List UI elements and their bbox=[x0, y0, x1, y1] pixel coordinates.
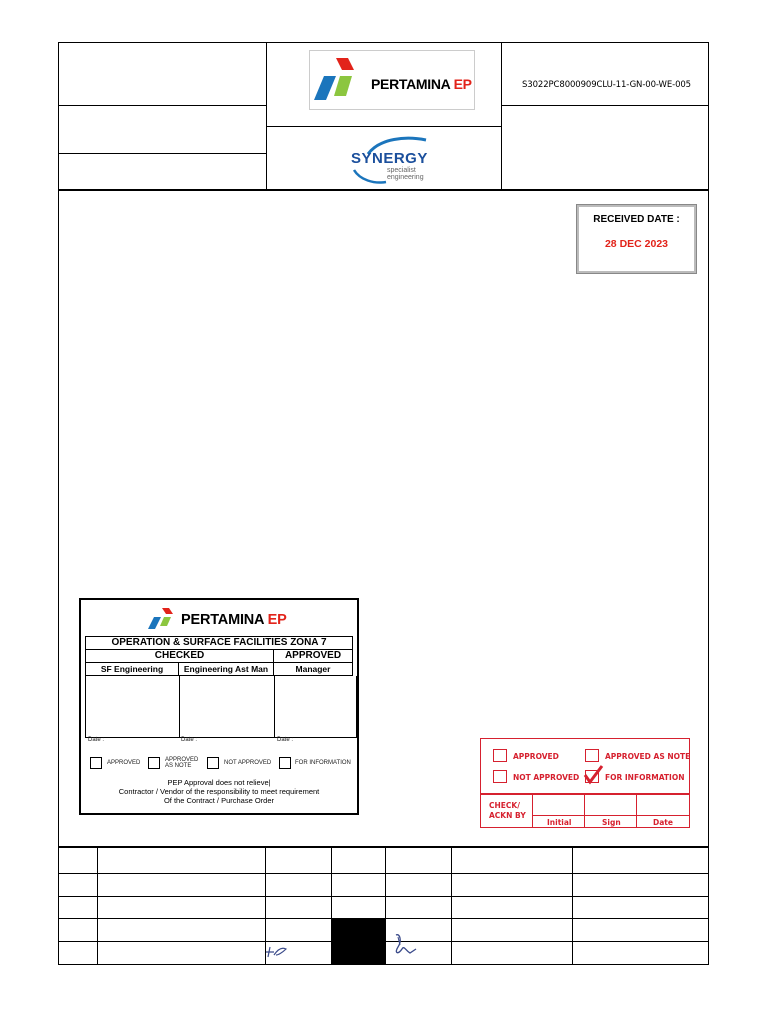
review-grid-v2 bbox=[584, 793, 585, 828]
header-bottom-line bbox=[58, 189, 709, 191]
header-hline-left-2 bbox=[58, 153, 266, 154]
stamp-col-2-text: Engineering Ast Man bbox=[183, 664, 269, 674]
pertamina-name: PERTAMINA bbox=[371, 76, 450, 92]
stamp-for-information-label: FOR INFORMATION bbox=[295, 760, 351, 766]
stamp-checked-text: CHECKED bbox=[154, 650, 205, 661]
review-initial-label: Initial bbox=[547, 818, 572, 827]
review-grid-mid bbox=[532, 815, 689, 816]
table-row-line-1 bbox=[58, 873, 709, 874]
signature-1 bbox=[264, 943, 290, 961]
review-check-line2: ACKN BY bbox=[489, 811, 526, 820]
stamp-date-2: Date : bbox=[181, 737, 198, 743]
synergy-wordmark: SYNERGY bbox=[351, 150, 428, 167]
signature-2 bbox=[390, 931, 418, 959]
stamp-checked-cell bbox=[86, 650, 274, 662]
table-col-line-4 bbox=[385, 846, 386, 965]
stamp-col-1-text: SF Engineering bbox=[100, 664, 164, 674]
redacted-block bbox=[331, 918, 385, 965]
stamp-title bbox=[85, 636, 353, 649]
review-date-label: Date bbox=[653, 818, 673, 827]
stamp-row-columns bbox=[85, 662, 353, 676]
review-for-information-label: FOR INFORMATION bbox=[605, 773, 685, 782]
stamp-approved-note-checkbox bbox=[148, 757, 160, 769]
stamp-approved-note-label bbox=[165, 757, 198, 769]
stamp-disclaimer-2: Contractor / Vendor of the responsibility to meet requirement bbox=[118, 787, 320, 796]
pep-approval-stamp bbox=[79, 598, 359, 815]
synergy-tagline-2: engineering bbox=[387, 174, 424, 181]
stamp-signature-area bbox=[85, 676, 357, 738]
review-approved-note-label: APPROVED AS NOTE bbox=[605, 752, 691, 761]
table-col-line-6 bbox=[572, 846, 573, 965]
stamp-disclaimer-3: Of the Contract / Purchase Order bbox=[163, 796, 275, 805]
stamp-date-1: Date : bbox=[88, 737, 105, 743]
review-grid-top bbox=[481, 793, 689, 795]
document-number: S3022PC8000909CLU-11-GN-00-WE-005 bbox=[522, 80, 691, 90]
stamp-col-3 bbox=[274, 663, 352, 676]
header-hline-right bbox=[501, 105, 709, 106]
stamp-approved-cell bbox=[274, 650, 352, 662]
header-hline-left-1 bbox=[58, 105, 266, 106]
stamp-col-2 bbox=[179, 663, 274, 676]
stamp-approved-note-line1: APPROVED bbox=[165, 757, 199, 763]
review-grid-v3 bbox=[636, 793, 637, 828]
review-check-line1: CHECK/ bbox=[489, 801, 520, 810]
review-not-approved-checkbox bbox=[493, 770, 507, 783]
table-row-line-2 bbox=[58, 896, 709, 897]
stamp-approved-label: APPROVED bbox=[107, 760, 141, 766]
checkmark-icon bbox=[582, 764, 604, 786]
review-check-label bbox=[489, 801, 526, 821]
received-date-box bbox=[577, 205, 696, 273]
stamp-sig-divider-1 bbox=[179, 676, 180, 738]
stamp-pertamina-icon bbox=[147, 608, 175, 630]
stamp-pertamina-ep: EP bbox=[267, 612, 287, 628]
stamp-row-checked bbox=[85, 649, 353, 662]
header-hline-mid bbox=[266, 126, 501, 127]
review-sign-label: Sign bbox=[602, 818, 621, 827]
synergy-tagline-1: specialist bbox=[387, 167, 416, 174]
pertamina-ep: EP bbox=[453, 76, 472, 92]
header-vline-2 bbox=[501, 42, 502, 190]
stamp-approved-text: APPROVED bbox=[284, 650, 342, 661]
pertamina-logo-icon bbox=[312, 56, 358, 104]
stamp-approved-note-line2: AS NOTE bbox=[165, 763, 192, 769]
stamp-pertamina-wordmark bbox=[181, 612, 287, 628]
received-date-value: 28 DEC 2023 bbox=[604, 238, 669, 250]
pertamina-wordmark bbox=[371, 76, 472, 92]
stamp-pertamina-name: PERTAMINA bbox=[181, 612, 264, 628]
review-grid-v1 bbox=[532, 793, 533, 828]
stamp-disclaimer-1: PEP Approval does not relieve| bbox=[167, 778, 271, 787]
table-col-line-1 bbox=[97, 846, 98, 965]
stamp-for-information-checkbox bbox=[279, 757, 291, 769]
header-vline-1 bbox=[266, 42, 267, 190]
stamp-sig-divider-2 bbox=[274, 676, 275, 738]
stamp-not-approved-label: NOT APPROVED bbox=[224, 760, 272, 766]
table-col-line-5 bbox=[451, 846, 452, 965]
table-top-line bbox=[58, 846, 709, 848]
synergy-tagline bbox=[387, 167, 424, 181]
stamp-title-text: OPERATION & SURFACE FACILITIES ZONA 7 bbox=[111, 637, 327, 648]
stamp-disclaimer bbox=[81, 778, 357, 805]
review-approved-label: APPROVED bbox=[513, 752, 559, 761]
stamp-col-1 bbox=[86, 663, 179, 676]
review-approved-note-checkbox bbox=[585, 749, 599, 762]
review-approved-checkbox bbox=[493, 749, 507, 762]
stamp-approved-checkbox bbox=[90, 757, 102, 769]
stamp-col-3-text: Manager bbox=[295, 664, 331, 674]
review-stamp bbox=[480, 738, 690, 828]
stamp-date-3: Date : bbox=[277, 737, 294, 743]
received-date-label: RECEIVED DATE : bbox=[593, 214, 680, 225]
review-not-approved-label: NOT APPROVED bbox=[513, 773, 580, 782]
stamp-not-approved-checkbox bbox=[207, 757, 219, 769]
